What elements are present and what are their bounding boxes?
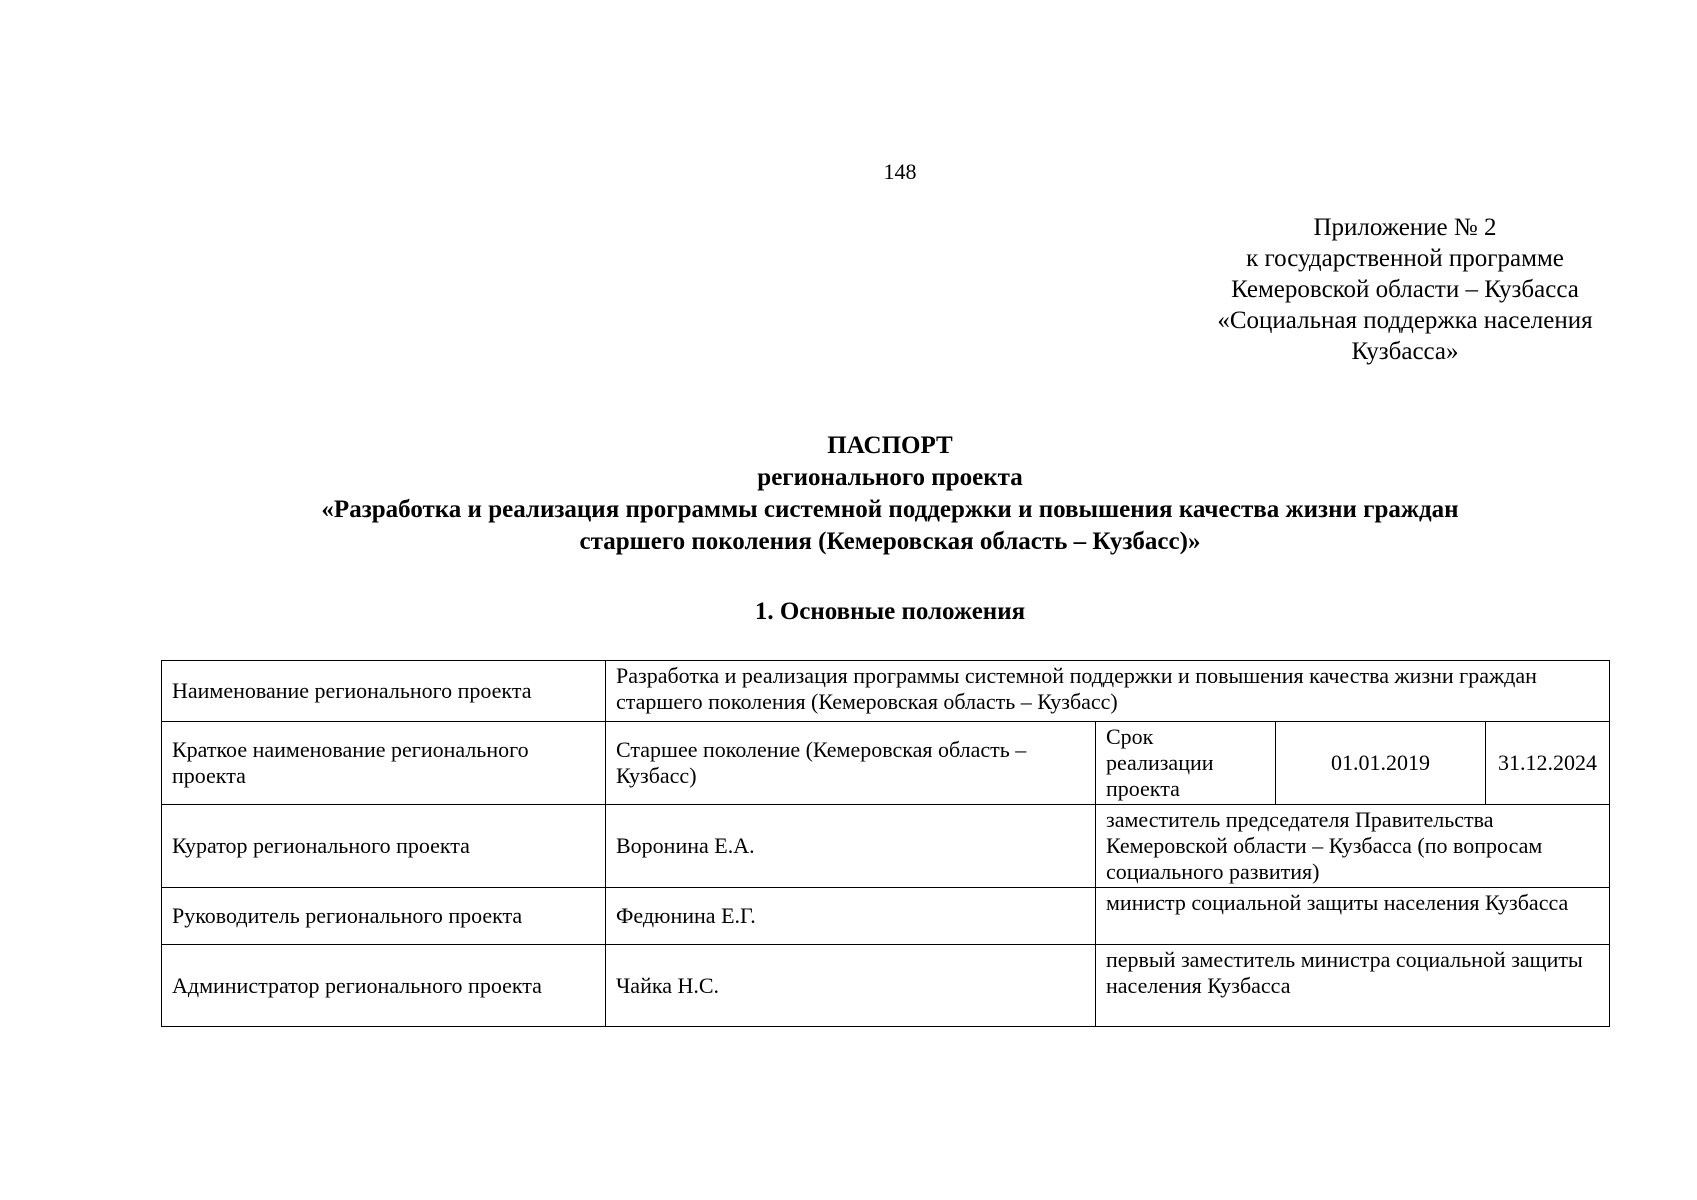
project-name-value: Разработка и реализация программы системной поддержки и повышения качества жизни граждан старшего поколения (Кемеровская область – Кузбасс) [606, 661, 1610, 722]
short-name-label: Краткое наименование регионального проекта [162, 722, 606, 805]
table-row [162, 722, 1610, 805]
table-row [162, 888, 1610, 945]
section-title: 1. Основные положения [754, 598, 1026, 625]
appendix-line: Кемеровской области – Кузбасса [1231, 276, 1579, 303]
appendix-line: «Социальная поддержка населения [1217, 307, 1593, 334]
table-row [162, 661, 1610, 722]
end-date: 31.12.2024 [1486, 722, 1610, 805]
start-date: 01.01.2019 [1276, 722, 1486, 805]
heading-project-line-2: старшего поколения (Кемеровская область – Кузбасс)» [579, 528, 1201, 555]
head-name: Федюнина Е.Г. [606, 888, 1096, 945]
heading-subtitle: регионального проекта [757, 464, 1023, 491]
admin-name: Чайка Н.С. [606, 945, 1096, 1027]
heading-title: ПАСПОРТ [827, 432, 953, 459]
main-provisions-table [161, 660, 1610, 1027]
project-name-label: Наименование регионального проекта [162, 661, 606, 722]
head-position: министр социальной защиты населения Кузбасса [1096, 888, 1610, 945]
term-label: Срок реализации проекта [1096, 722, 1276, 805]
appendix-line: Приложение № 2 [1313, 214, 1497, 241]
short-name-value: Старшее поколение (Кемеровская область – Кузбасс) [606, 722, 1096, 805]
admin-label: Администратор регионального проекта [162, 945, 606, 1027]
heading-project-line-1: «Разработка и реализация программы системной поддержки и повышения качества жизни граждан [321, 496, 1459, 523]
curator-position: заместитель председателя Правительства Кемеровской области – Кузбасса (по вопросам социального развития) [1096, 805, 1610, 888]
page-number: 148 [883, 159, 917, 184]
admin-position: первый заместитель министра социальной защиты населения Кузбасса [1096, 945, 1610, 1027]
appendix-line: Кузбасса» [1351, 338, 1459, 365]
curator-label: Куратор регионального проекта [162, 805, 606, 888]
head-label: Руководитель регионального проекта [162, 888, 606, 945]
appendix-block [1175, 212, 1635, 367]
document-heading [60, 430, 1697, 558]
appendix-line: к государственной программе [1246, 245, 1564, 272]
curator-name: Воронина Е.А. [606, 805, 1096, 888]
table-row [162, 805, 1610, 888]
table-row [162, 945, 1610, 1027]
